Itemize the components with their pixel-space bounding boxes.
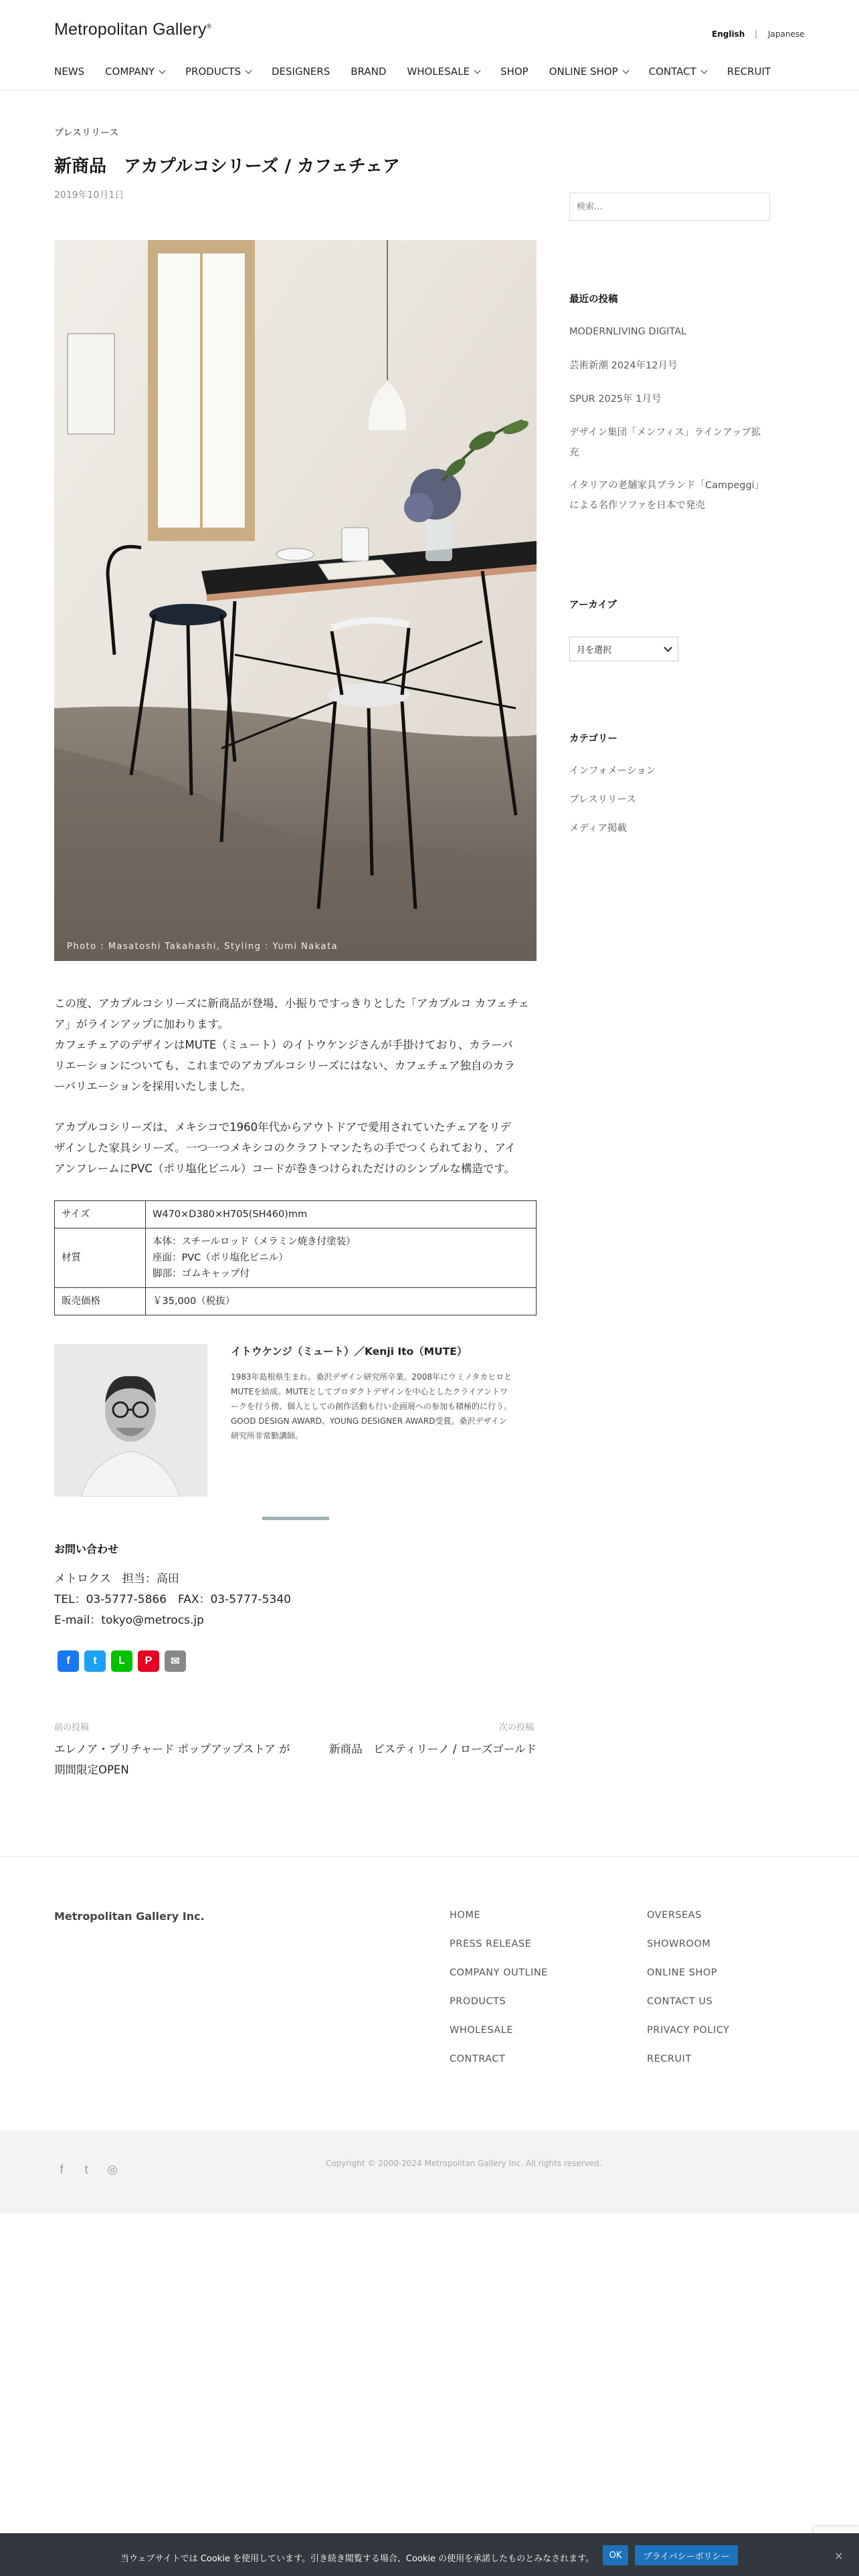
facebook-icon[interactable]: f <box>60 2162 64 2176</box>
next-post-label: 次の投稿 <box>499 1723 535 1733</box>
copyright-text: Copyright © 2000-2024 Metropolitan Gallery Inc. All rights reserved. <box>326 2159 602 2168</box>
lang-english-link[interactable]: English <box>712 29 745 39</box>
privacy-policy-button[interactable]: プライバシーポリシー <box>635 2545 738 2565</box>
cafe-chair-scene-image <box>54 240 537 961</box>
post-date: 2019年10月1日 <box>54 190 124 201</box>
spec-label: 販売価格 <box>55 1288 146 1315</box>
footer-divider <box>0 1856 859 1857</box>
nav-contact[interactable] <box>649 66 706 78</box>
article-paragraph-1 <box>54 993 537 1097</box>
nav-online-shop[interactable] <box>549 66 628 78</box>
text-line: この度、アカプルコシリーズに新商品が登場、小振りですっきりとした「アカプルコ カフェチェ <box>54 997 529 1010</box>
twitter-icon[interactable]: t <box>84 1650 106 1672</box>
footer-link-wholesale[interactable]: WHOLESALE <box>450 2025 514 2036</box>
nav-label: NEWS <box>54 66 85 78</box>
section-divider <box>262 1517 329 1520</box>
footer-link-home[interactable]: HOME <box>450 1910 480 1921</box>
recent-post-link[interactable]: MODERNLIVING DIGITAL <box>569 326 687 337</box>
bio-line: GOOD DESIGN AWARD、YOUNG DESIGNER AWARD受賞。桑沢デザイン <box>231 1416 507 1426</box>
contact-email: E-mail：tokyo@metrocs.jp <box>54 1614 204 1627</box>
recent-post-link[interactable]: デザイン集団「メンフィス」ラインアップ拡充 <box>569 427 761 458</box>
bio-line: ークを行う傍、個人としての創作活動も行い企画展への参加も積極的に行う。 <box>231 1402 512 1411</box>
nav-label: BRAND <box>351 66 387 78</box>
spec-label: サイズ <box>55 1201 146 1228</box>
nav-label: SHOP <box>500 66 529 78</box>
bio-line: 研究所非常勤講師。 <box>231 1431 304 1440</box>
bio-line: 1983年島根県生まれ。桑沢デザイン研究所卒業。2008年にウミノタカヒロと <box>231 1372 512 1382</box>
close-icon[interactable]: × <box>834 2549 844 2562</box>
search-input[interactable] <box>569 193 770 221</box>
nav-wholesale[interactable] <box>407 66 480 78</box>
nav-products[interactable] <box>185 66 251 78</box>
recent-post-link[interactable]: 芸術新潮 2024年12月号 <box>569 360 678 371</box>
line-icon[interactable]: L <box>111 1650 132 1672</box>
nav-news[interactable] <box>54 66 84 78</box>
chevron-down-icon <box>700 67 707 74</box>
spec-label: 材質 <box>55 1228 146 1288</box>
prev-post-link[interactable]: エレノア・プリチャード ポップアップストア が期間限定OPEN <box>54 1743 290 1776</box>
chevron-down-icon <box>474 67 481 74</box>
contact-heading: お問い合わせ <box>54 1543 119 1555</box>
nav-shop[interactable] <box>500 66 529 78</box>
designer-bio <box>231 1370 537 1443</box>
chevron-down-icon <box>159 67 166 74</box>
archive-heading: アーカイブ <box>569 600 617 611</box>
lang-japanese-link[interactable]: Japanese <box>768 29 805 39</box>
footer-link-contact-us[interactable]: CONTACT US <box>647 1996 713 2007</box>
table-row <box>55 1201 537 1228</box>
next-post-link[interactable]: 新商品 ピスティリーノ / ローズゴールド <box>329 1743 537 1755</box>
spec-value: ￥35,000（税抜） <box>146 1288 537 1315</box>
nav-label: CONTACT <box>648 66 696 78</box>
footer-link-contract[interactable]: CONTRACT <box>450 2054 506 2064</box>
footer-link-press-release[interactable]: PRESS RELEASE <box>450 1939 532 1949</box>
text-line: カフェチェアのデザインはMUTE（ミュート）のイトウケンジさんが手掛けており、カラーバ <box>54 1039 513 1051</box>
footer-bottom-bar <box>0 2131 859 2214</box>
table-row <box>55 1288 537 1315</box>
text-line: ーバリエーションを採用いたしました。 <box>54 1080 252 1093</box>
nav-recruit[interactable] <box>727 66 771 78</box>
footer-link-recruit[interactable]: RECRUIT <box>647 2054 692 2064</box>
chevron-down-icon <box>664 643 672 652</box>
share-buttons <box>58 1650 186 1672</box>
designer-portrait-image <box>54 1344 207 1497</box>
product-photo <box>54 240 537 961</box>
spec-line: 座面：PVC（ポリ塩化ビニル） <box>153 1253 288 1263</box>
twitter-icon[interactable]: t <box>84 2162 88 2176</box>
spec-line: 脚部：ゴムキャップ付 <box>153 1269 250 1279</box>
logo-text: Metropolitan Gallery <box>54 20 207 39</box>
text-line: アカプルコシリーズは、メキシコで1960年代からアウトドアで愛用されていたチェアをリデ <box>54 1121 511 1134</box>
footer-link-products[interactable]: PRODUCTS <box>450 1996 506 2007</box>
prev-post-label: 前の投稿 <box>54 1723 90 1733</box>
chevron-down-icon <box>622 67 629 74</box>
contact-phone: TEL：03-5777-5866 FAX：03-5777-5340 <box>54 1593 291 1606</box>
archive-month-select[interactable] <box>569 637 678 661</box>
spec-value <box>146 1228 537 1288</box>
designer-portrait <box>54 1344 207 1497</box>
recent-posts-heading: 最近の投稿 <box>569 294 618 305</box>
chevron-down-icon <box>246 67 252 74</box>
text-line: リエーションについても、これまでのアカプルコシリーズにはない、カフェチェア独自のカラ <box>54 1059 515 1072</box>
logo-registered-mark: ® <box>206 23 212 31</box>
footer-link-online-shop[interactable]: ONLINE SHOP <box>647 1967 717 1978</box>
footer-company-name: Metropolitan Gallery Inc. <box>54 1910 205 1923</box>
spec-value: W470×D380×H705(SH460)mm <box>146 1201 537 1228</box>
site-logo[interactable] <box>54 20 211 39</box>
nav-label: ONLINE SHOP <box>549 66 618 78</box>
nav-label: RECRUIT <box>727 66 771 78</box>
nav-label: PRODUCTS <box>185 66 241 78</box>
recent-post-link[interactable]: イタリアの老舗家具ブランド「Campeggi」による名作ソファを日本で発売 <box>569 480 765 511</box>
category-link[interactable]: プレスリリース <box>569 794 636 805</box>
footer-link-showroom[interactable]: SHOWROOM <box>647 1939 711 1949</box>
email-icon[interactable]: ✉ <box>165 1650 186 1672</box>
facebook-icon[interactable]: f <box>58 1650 79 1672</box>
nav-company[interactable] <box>105 66 165 78</box>
select-value: 月を選択 <box>577 645 612 655</box>
text-line: ア」がラインアップに加わります。 <box>54 1018 229 1031</box>
post-category-link[interactable]: プレスリリース <box>54 128 119 138</box>
post-title: 新商品 アカプルコシリーズ / カフェチェア <box>54 156 400 177</box>
footer-link-privacy-policy[interactable]: PRIVACY POLICY <box>647 2025 730 2036</box>
text-line: アンフレームにPVC（ポリ塩化ビニル）コードが巻きつけられただけのシンプルな構造です。 <box>54 1162 516 1175</box>
table-row <box>55 1228 537 1288</box>
footer-link-overseas[interactable]: OVERSEAS <box>647 1910 702 1921</box>
photo-credit: Photo : Masatoshi Takahashi, Styling : Yumi Nakata <box>67 942 339 952</box>
article-paragraph-2 <box>54 1117 537 1179</box>
designer-name: イトウケンジ（ミュート）／Kenji Ito（MUTE） <box>231 1346 468 1358</box>
cookie-consent-text: 当ウェブサイトでは Cookie を使用しています。引き続き閲覧する場合、Cookie の使用を承諾したものとみなされます。 <box>120 2554 595 2564</box>
lang-separator: | <box>755 29 758 39</box>
bio-line: MUTEを結成。MUTEとしてプロダクトデザインを中心としたクライアントワ <box>231 1387 508 1396</box>
category-link[interactable]: メディア掲載 <box>569 823 627 834</box>
contact-company: メトロクス 担当：高田 <box>54 1572 179 1586</box>
spec-line: 本体：スチールロッド（メラミン焼き付塗装） <box>153 1237 356 1247</box>
nav-label: WHOLESALE <box>407 66 470 78</box>
nav-label: DESIGNERS <box>271 66 330 78</box>
nav-label: COMPANY <box>105 66 155 78</box>
cookie-accept-button[interactable]: OK <box>603 2545 628 2565</box>
spec-table <box>54 1200 537 1315</box>
category-heading: カテゴリー <box>569 734 617 744</box>
nav-designers[interactable] <box>272 66 330 78</box>
footer-link-company-outline[interactable]: COMPANY OUTLINE <box>450 1967 548 1978</box>
nav-brand[interactable] <box>351 66 386 78</box>
recent-post-link[interactable]: SPUR 2025年 1月号 <box>569 394 662 405</box>
instagram-icon[interactable]: ◎ <box>107 2162 118 2176</box>
pinterest-icon[interactable]: P <box>138 1650 159 1672</box>
category-link[interactable]: インフォメーション <box>569 766 656 776</box>
text-line: ザインした家具シリーズ。一つ一つメキシコのクラフトマンたちの手でつくられており、アイ <box>54 1142 516 1154</box>
main-nav <box>54 66 791 78</box>
